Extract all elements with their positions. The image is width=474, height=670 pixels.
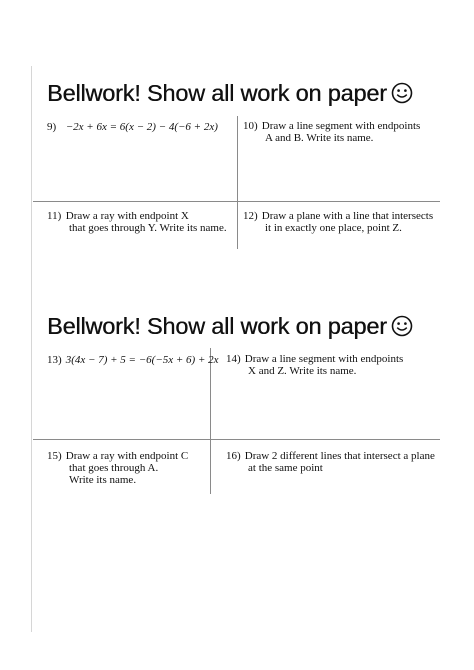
problem-14-line-1: Draw a line segment with endpoints xyxy=(244,353,404,365)
problem-10-number: 10) xyxy=(243,120,258,132)
problem-9 xyxy=(47,121,218,133)
problem-14 xyxy=(226,353,403,377)
section-2-header-text: Bellwork! Show all work on paper xyxy=(47,313,387,339)
problem-16-line-1: Draw 2 different lines that intersect a plane xyxy=(244,450,435,462)
problem-15 xyxy=(47,450,188,486)
problem-11 xyxy=(47,210,227,234)
section-2-header xyxy=(47,313,447,347)
problem-12-line-2: it in exactly one place, point Z. xyxy=(265,222,402,234)
problem-12-number: 12) xyxy=(243,210,258,222)
problem-12-line-1: Draw a plane with a line that intersects xyxy=(261,210,434,222)
smiley-face-icon xyxy=(391,82,413,110)
problem-9-equation: −2x + 6x = 6(x − 2) − 4(−6 + 2x) xyxy=(65,121,218,133)
problem-14-number: 14) xyxy=(226,353,241,365)
problem-10 xyxy=(243,120,420,144)
problem-15-line-1: Draw a ray with endpoint C xyxy=(65,450,189,462)
section-2-horizontal-divider xyxy=(33,439,440,440)
problem-15-number: 15) xyxy=(47,450,62,462)
problem-10-line-1: Draw a line segment with endpoints xyxy=(261,120,421,132)
problem-15-line-3: Write its name. xyxy=(69,474,137,486)
problem-11-line-2: that goes through Y. Write its name. xyxy=(69,222,227,234)
problem-13 xyxy=(47,354,219,366)
problem-11-number: 11) xyxy=(47,210,62,222)
problem-15-line-2: that goes through A. xyxy=(69,462,159,474)
problem-16 xyxy=(226,450,435,474)
problem-12 xyxy=(243,210,433,234)
smiley-face-icon xyxy=(391,315,413,343)
problem-9-number: 9) xyxy=(47,121,57,133)
problem-16-number: 16) xyxy=(226,450,241,462)
problem-13-equation: 3(4x − 7) + 5 = −6(−5x + 6) + 2x xyxy=(65,354,219,366)
section-1-header xyxy=(47,80,447,114)
problem-16-line-2: at the same point xyxy=(248,462,323,474)
problem-14-line-2: X and Z. Write its name. xyxy=(248,365,357,377)
section-2-vertical-divider xyxy=(210,348,211,494)
section-1-vertical-divider xyxy=(237,116,238,249)
section-1-horizontal-divider xyxy=(33,201,440,202)
problem-11-line-1: Draw a ray with endpoint X xyxy=(65,210,189,222)
problem-10-line-2: A and B. Write its name. xyxy=(265,132,374,144)
section-1-header-text: Bellwork! Show all work on paper xyxy=(47,80,387,106)
problem-13-number: 13) xyxy=(47,354,62,366)
page-edge xyxy=(31,66,32,632)
